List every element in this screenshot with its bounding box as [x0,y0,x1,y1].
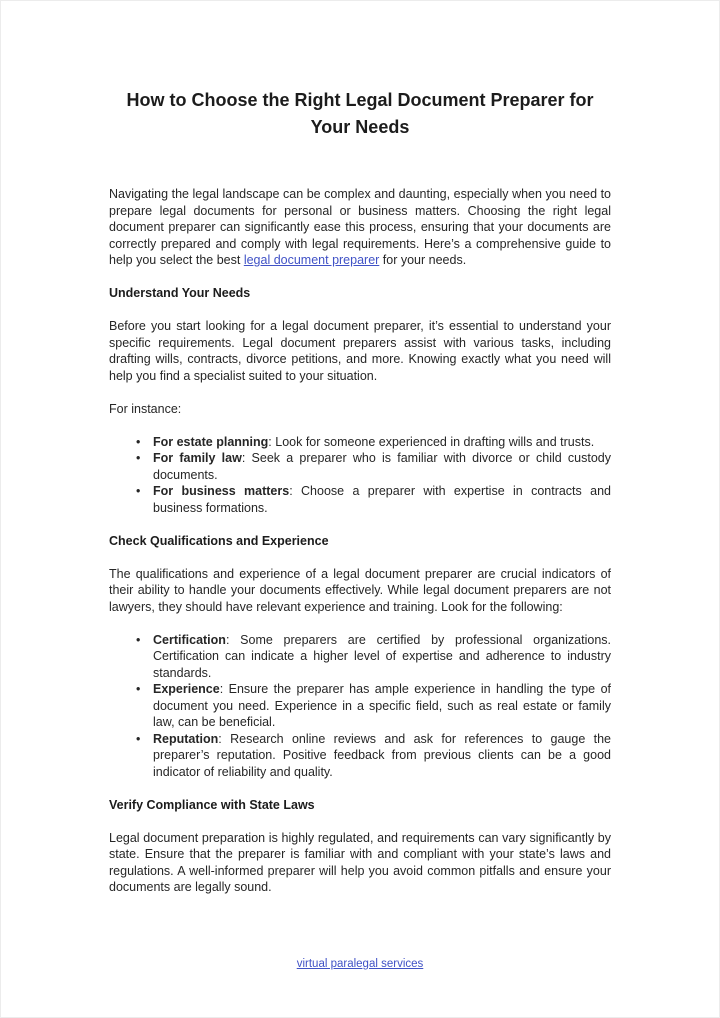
bullet-text: : Seek a preparer who is familiar with divorce or child custody documents. [153,451,611,482]
intro-text-before-link: Navigating the legal landscape can be complex and daunting, especially when you need to prepare legal documents for personal or business matters. Choosing the right legal document preparer can significantly ease this process, ensuring that your documents are correctly prepared and comply with legal requirements. Here’s a comprehensive guide to help you select the best [109,187,611,267]
bullet-lead: Experience [153,682,220,696]
section-heading-check-qualifications: Check Qualifications and Experience [109,533,329,548]
bullet-lead: For business matters [153,484,290,498]
paragraph-verify-compliance: Legal document preparation is highly regulated, and requirements can vary significantly by state. Ensure that the preparer is familiar with and compliant with your state’s laws and regulations. A well-informed preparer will help you avoid common pitfalls and ensure your documents are legally sound. [109,830,611,894]
virtual-paralegal-services-link[interactable]: virtual paralegal services [296,958,424,970]
list-item-certification [153,632,611,682]
intro-paragraph [109,186,611,269]
lead-in-for-instance: For instance: [109,401,182,416]
bullet-list-needs [109,434,611,517]
bullet-list-qualifications [109,632,611,781]
legal-document-preparer-link[interactable]: legal document preparer [243,253,380,267]
document-title: How to Choose the Right Legal Document Preparer for Your Needs [126,90,594,137]
list-item-reputation [153,731,611,781]
section-heading-understand-your-needs: Understand Your Needs [109,286,251,300]
list-item-family-law [153,450,611,483]
bullet-text: : Some preparers are certified by professional organizations. Certification can indicate a higher level of expertise and adherence to industry standards. [153,632,611,680]
paragraph-understand-your-needs: Before you start looking for a legal document preparer, it’s essential to understand your specific requirements. Legal document preparers assist with various tasks, including drafting wills, contracts, divorce petitions, and more. Knowing exactly what you need will help you find a specialist suited to your situation. [109,319,611,383]
section-heading-verify-compliance: Verify Compliance with State Laws [109,797,315,812]
bullet-text: : Choose a preparer with expertise in contracts and business formations. [153,484,611,515]
bullet-lead: Certification [153,632,226,647]
list-item-business-matters [153,483,611,516]
bullet-lead: For estate planning [153,434,269,449]
paragraph-check-qualifications: The qualifications and experience of a legal document preparer are crucial indicators of their ability to handle your documents effectively. While legal document preparers are not lawyers, they should have relevant experience and training. Look for the following: [109,566,611,614]
bullet-text: : Ensure the preparer has ample experience in handling the type of document you need. Experience in a specific field, such as real estate or family law, can be beneficial. [153,682,611,729]
page-footer [1,957,719,972]
bullet-lead: For family law [153,451,242,465]
bullet-text: : Research online reviews and ask for references to gauge the preparer’s reputation. Positive feedback from previous clients can be a good indicator of reliability and quality. [153,731,611,779]
list-item-estate-planning [153,434,611,451]
bullet-text: : Look for someone experienced in drafting wills and trusts. [268,434,595,449]
bullet-lead: Reputation [153,731,219,746]
intro-text-after-link: for your needs. [379,253,467,267]
list-item-experience [153,681,611,731]
